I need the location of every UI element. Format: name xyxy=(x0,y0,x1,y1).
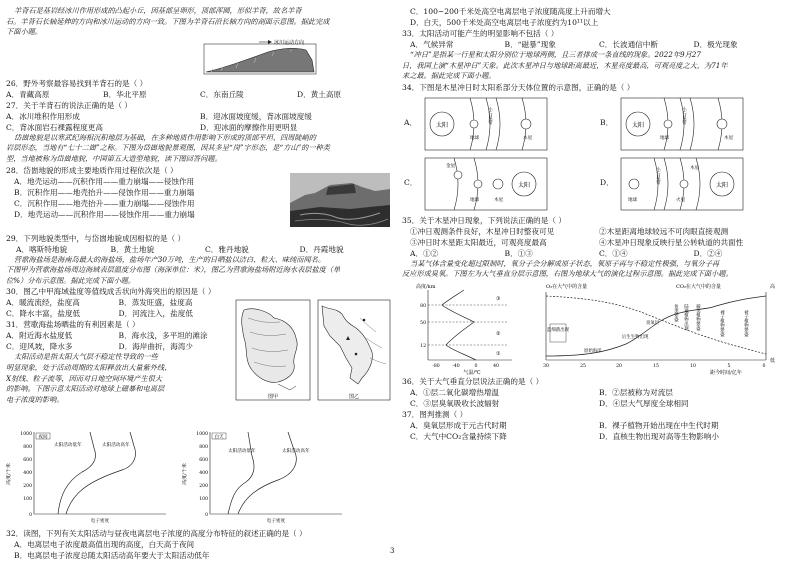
orbit-diagrams xyxy=(402,93,788,215)
option-letter: B． xyxy=(600,117,614,127)
option-d[interactable]: D．白天，500千米处高空电离层电子浓度约为10¹¹以上 xyxy=(410,18,599,27)
time-tick: 20 xyxy=(616,363,622,369)
question-35-statements xyxy=(402,226,788,237)
option-b[interactable]: B．“磁暴”现象 xyxy=(504,40,556,49)
y-tick: 800 xyxy=(199,445,208,451)
option-letter: D． xyxy=(600,177,614,187)
atmosphere-layers-chart xyxy=(402,280,522,376)
evo-label: 后生生物出现 xyxy=(622,334,649,340)
question-28: 28．岱崮地貌的形成主要地质作用过程依次是（ ） xyxy=(6,165,178,175)
height-tick: 80 xyxy=(420,303,426,309)
time-tick: 5 xyxy=(727,363,731,369)
intro-paragraph: X射线、粒子流等，因而对日地空间环境产生很大 xyxy=(6,373,163,383)
evo-label: 蕨类植物繁盛 xyxy=(695,303,701,331)
jupiter-label: 木星 xyxy=(523,135,533,141)
layer-label: ③ xyxy=(496,295,501,302)
option-d[interactable]: D．②④ xyxy=(693,248,723,258)
y-tick: 200 xyxy=(23,484,32,490)
option-c[interactable]: C．背冰面岩石裸露程度更高 xyxy=(6,122,103,132)
o2-axis-title: O₂在大气中的含量 xyxy=(546,283,588,290)
question-35: 35．关于木星冲日现象，下列说法正确的是（ ） xyxy=(402,215,566,225)
intro-paragraph: 当某气体含量变化超过限制时，氧分子会分解成原子状态，氧原子再与不稳定性极强，与氧分子再 xyxy=(410,258,720,268)
intro-paragraph: 反应形成臭氧。下图左为大气垂直分层示意图，右图为地球大气的演化过程示意图。据此完成下面小题。 xyxy=(402,269,733,279)
option-a[interactable]: A．臭氧层形成于元古代时期 xyxy=(410,420,507,430)
question-31: 31．营歌海盐场晒盐的有利因素是（ ） xyxy=(6,320,140,330)
question-26: 26．野外考察最容易找到羊背石的是（ ） xyxy=(6,78,148,88)
option-a[interactable]: A．电离层电子浓度最高值出现的高度，白天高于夜间 xyxy=(14,540,195,550)
temp-tick: 0 xyxy=(474,363,478,369)
option-b[interactable]: B．华北平原 xyxy=(103,89,147,99)
question-27-options xyxy=(6,111,394,122)
asteroid-belt-label: 小行星带 xyxy=(487,106,493,125)
option-a[interactable]: A．附近海水盐度低 xyxy=(6,331,73,341)
intro-paragraph: 明显现象，处于活动周期的太阳释放出大量紫外线、 xyxy=(6,362,172,372)
option-a[interactable]: A．冰川堆积作用形成 xyxy=(6,111,80,121)
co2-axis-title: CO₂在大气中的含量 xyxy=(676,283,721,290)
option-c[interactable]: C．③层臭氧吸收长波辐射 xyxy=(410,398,500,408)
orbit-diagram-d[interactable] xyxy=(598,157,788,211)
earth-label: 地球 xyxy=(470,197,480,203)
option-c[interactable]: C．大气中CO₂含量持续下降 xyxy=(410,431,507,441)
question-26-options xyxy=(6,89,394,100)
ionosphere-graphs xyxy=(6,426,394,528)
mars-label: 火星 xyxy=(676,197,686,203)
question-27-options xyxy=(6,122,394,133)
intro-paragraph: 下面小题。 xyxy=(6,27,42,37)
y-tick: 800 xyxy=(23,445,32,451)
axis-high-label: 高 xyxy=(770,283,776,290)
question-35-options xyxy=(402,248,788,259)
question-30-options xyxy=(6,297,231,308)
question-37-options xyxy=(402,420,788,431)
orbit-diagram-a[interactable] xyxy=(402,97,592,151)
question-37-options xyxy=(402,431,788,442)
option-b[interactable]: B．沉积作用——地壳抬升——侵蚀作用——重力崩塌 xyxy=(14,187,195,197)
y-tick: 100 xyxy=(23,497,32,503)
y-tick: 1000 xyxy=(196,432,208,438)
earth-label: 地球 xyxy=(628,197,638,203)
option-a[interactable]: A．气候异常 xyxy=(410,40,454,49)
question-36-options xyxy=(402,387,788,398)
glacier-direction-label: 冰川运动方向 xyxy=(274,39,305,46)
legend-high: 太阳活动高年 xyxy=(102,443,130,449)
option-a[interactable]: A．①② xyxy=(410,248,439,258)
statement-3: ③冲日时木星距太阳最近，可观亮度最高 xyxy=(410,237,547,247)
option-b[interactable]: B．蒸发旺盛，盐度高 xyxy=(118,298,193,308)
option-d[interactable]: D．直核生物出现对高等生物影响小 xyxy=(599,431,719,441)
time-tick: 0 xyxy=(762,363,766,369)
asteroid-belt-label: 小行星带 xyxy=(681,106,687,125)
y-tick: 400 xyxy=(23,471,32,477)
legend-high: 太阳活动高年 xyxy=(282,449,310,455)
option-b[interactable]: B．电离层电子浓度总随太阳活动高年要大于太阳活动低年 xyxy=(14,551,210,561)
sun-label: 太阳 xyxy=(715,181,729,189)
y-tick: 100 xyxy=(199,497,208,503)
temp-axis-label: 气温/℃ xyxy=(463,369,481,376)
option-c[interactable]: C．迎风坡，降水多 xyxy=(6,342,73,352)
intro-paragraph: 太阳活动是指太阳大气层不稳定性导致的一些 xyxy=(14,352,158,362)
statement-1: ①冲日观测条件良好，木星冲日时整夜可见 xyxy=(410,226,555,236)
sea-temperature-map xyxy=(234,298,312,406)
question-30: 30．图乙中甲海域盐度等值线成舌状向外海突出的原因是（ ） xyxy=(6,287,216,297)
option-d[interactable]: D．极光现象 xyxy=(693,40,738,49)
graph-x-label: 电子密度 xyxy=(90,519,110,525)
option-c[interactable]: C．沉积作用——地壳抬升——重力崩塌——侵蚀作用 xyxy=(14,198,195,208)
intro-paragraph: “冲日”是指某一行星和太阳分别位于地球两侧，且三者排成一条直线的现象。2022年9月27 xyxy=(410,50,701,59)
earth-label: 地球 xyxy=(660,135,670,141)
legend-low: 太阳活动低年 xyxy=(228,449,256,455)
graph-y-label: 高度/千米 xyxy=(182,463,188,486)
height-tick: 12 xyxy=(420,343,426,349)
intro-paragraph: 电子浓度的影响。 xyxy=(6,394,64,404)
option-c[interactable]: C．东南丘陵 xyxy=(200,89,244,99)
left-column xyxy=(6,6,394,561)
intro-paragraph: 石。羊背石长轴延伸的方向和冰川运动的方向一致。下图为羊背石沿长轴方向的剖面示意图。据此完成 xyxy=(6,16,330,26)
option-a[interactable]: A．地壳运动——沉积作用——重力崩塌——侵蚀作用 xyxy=(14,176,195,186)
question-34: 34．下图是木星冲日时太阳系部分天体位置的示意图，正确的是（ ） xyxy=(402,82,635,92)
option-a[interactable]: A．①层二氧化碳增热增温 xyxy=(410,387,500,397)
option-d[interactable]: D．丹霞地貌 xyxy=(299,244,344,254)
height-axis-label: 高度/km xyxy=(416,283,436,290)
evo-label: 陆地植物出现 xyxy=(683,303,689,331)
question-30-options xyxy=(6,308,231,319)
atmosphere-evolution-chart xyxy=(526,280,788,376)
option-d[interactable]: D．海岸曲折，海湾少 xyxy=(118,342,193,352)
option-c[interactable]: C．降水丰富，盐度低 xyxy=(6,309,81,319)
question-31-options xyxy=(6,341,231,352)
option-c[interactable]: C．雅丹地貌 xyxy=(205,244,249,254)
option-a[interactable]: A．青藏高原 xyxy=(6,89,50,99)
question-29: 29．下列地貌类型中，与岱崮地貌成因相似的是（ ） xyxy=(6,233,186,243)
jupiter-label: 木星 xyxy=(690,165,700,171)
statement-4: ④木星冲日现象反映行星公转轨道的共面性 xyxy=(599,237,744,247)
evo-label: 原始海洋 xyxy=(584,348,602,354)
time-axis-label: 距今时间/亿年 xyxy=(710,369,742,376)
venus-label: 金星 xyxy=(446,163,456,169)
option-d[interactable]: D．河流注入，盐度低 xyxy=(118,309,193,319)
intro-paragraph: 羊背石是基岩经冰川作用形成的凸起小丘，因基部呈卵形，顶部浑圆，形似羊背，故名羊背 xyxy=(14,6,302,15)
asteroid-belt-label: 小行星带 xyxy=(655,166,661,185)
layer-label: ② xyxy=(496,330,501,337)
graph-y-label: 高度/千米 xyxy=(6,463,12,486)
option-a[interactable]: A．暖流流经，盐度高 xyxy=(6,298,80,308)
option-a[interactable]: A．喀斯特地貌 xyxy=(16,244,68,254)
day-density-graph xyxy=(182,426,352,526)
option-d[interactable]: D．黄土高原 xyxy=(297,89,342,99)
jupiter-label: 木星 xyxy=(724,135,734,141)
intro-paragraph: 位%）分布示意图。据此完成下面小题。 xyxy=(6,275,136,285)
question-35-statements xyxy=(402,237,788,248)
intro-paragraph: 下图甲为营歌海盐场周边海域表层温度分布图（海深单位：米），图乙为营歌海盐场附近海水表层盐度（单 xyxy=(6,265,341,275)
daigu-landform-photo xyxy=(290,173,390,227)
question-29-options xyxy=(6,244,394,255)
atmosphere-figures xyxy=(402,280,788,376)
intro-paragraph: 岩层形态，当地有“七十二崮”之称。下图为岱崮地貌景观图，因其多呈“岗”字形态，是“方山”的一种类 xyxy=(6,143,330,153)
intro-paragraph: 的影响。下图示意太阳活动对地球上磁暴和电离层 xyxy=(6,384,165,394)
temp-tick: -80 xyxy=(432,363,440,369)
option-letter: A． xyxy=(404,117,418,127)
temp-tick: -40 xyxy=(452,363,460,369)
height-tick: 50 xyxy=(420,320,426,326)
option-c[interactable]: C．①④ xyxy=(599,248,628,258)
evo-label: 鱼类繁盛 xyxy=(673,303,679,322)
option-d[interactable]: D．迎冰面的摩擦作用更明显 xyxy=(200,122,298,132)
y-tick: 400 xyxy=(199,471,208,477)
question-31-block xyxy=(6,308,394,426)
option-b[interactable]: B．黄土地貌 xyxy=(110,244,155,254)
y-tick: 600 xyxy=(23,458,32,464)
question-33: 33．太阳活动可能产生的明显影响不包括（ ） xyxy=(402,29,559,38)
option-b[interactable]: B．①③ xyxy=(504,248,533,258)
intro-paragraph: 来之最。据此完成下面小题。 xyxy=(402,71,496,81)
jupiter-label: 木星 xyxy=(494,197,504,203)
page-number: 3 xyxy=(390,547,395,555)
sun-label: 太阳 xyxy=(435,121,449,129)
sun-label: 太阳 xyxy=(517,181,531,189)
option-b[interactable]: B．②层被称为对流层 xyxy=(599,387,673,397)
intro-paragraph: 岱崮地貌是以寒武纪海相沉积地层为基础，在多种地质作用影响下形成的顶部平坦、四周陡峭的 xyxy=(14,132,316,142)
axis-low-label: 低 xyxy=(770,357,776,364)
question-28-block xyxy=(6,165,394,233)
time-tick: 30 xyxy=(543,363,549,369)
option-d[interactable]: D．地壳运动——沉积作用——侵蚀作用——重力崩塌 xyxy=(14,209,195,219)
option-c[interactable]: C．100~200千米处高空电离层电子浓度随高度上升而增大 xyxy=(410,7,611,16)
option-b[interactable]: B．裸子植物开始出现在中生代时期 xyxy=(599,420,719,430)
option-b[interactable]: B．海水浅，多平坦的滩涂 xyxy=(118,331,208,341)
map-caption-jia: 图甲 xyxy=(267,394,279,401)
sea-salinity-map xyxy=(316,298,392,406)
question-31-options xyxy=(6,330,231,341)
intro-paragraph: 营歌海盐场是海南岛最大的海盐场，盐场年产30万吨，生产的日晒盐以洁白、粒大、味纯而闻名。 xyxy=(14,254,326,264)
roche-moutonnee-figure xyxy=(6,38,394,78)
option-b[interactable]: B．迎冰面坡度缓，背冰面坡度缓 xyxy=(200,111,312,121)
evo-label: 被子植物繁盛 xyxy=(743,309,749,337)
intro-paragraph: 日，我国上演“木星冲日”天象。此次木星冲日与地球距离最近，木星亮度最高，可观亮度之大，为71年 xyxy=(402,60,728,70)
right-column xyxy=(402,6,788,442)
evo-label: 裸子植物繁盛 xyxy=(719,309,725,337)
option-d[interactable]: D．④层大气厚度全球相同 xyxy=(599,398,689,408)
option-letter: C． xyxy=(404,177,418,187)
y-tick: 0 xyxy=(205,513,208,519)
layer-label: ① xyxy=(496,350,501,357)
question-36: 36．关于大气垂直分层说法正确的是（ ） xyxy=(402,376,544,386)
time-tick: 10 xyxy=(690,363,696,369)
time-tick: 15 xyxy=(653,363,659,369)
legend-low: 太阳活动低年 xyxy=(54,443,82,449)
statement-2: ②木星距离地球较远不可肉眼直接观测 xyxy=(599,226,729,236)
orbit-diagram-b[interactable] xyxy=(598,97,788,151)
question-36-options xyxy=(402,398,788,409)
map-caption-yi: 图乙 xyxy=(348,394,360,401)
evo-label: 蓝细菌出现 xyxy=(547,327,569,333)
y-tick: 0 xyxy=(29,513,32,519)
question-32: 32．读图，下列有关太阳活动与昼夜电离层电子浓度的高度分布特征的叙述正确的是（ ） xyxy=(6,529,307,539)
evo-label: 臭氧层 xyxy=(646,320,660,326)
y-tick: 600 xyxy=(199,458,208,464)
question-33-options xyxy=(402,39,788,50)
graph-x-label: 电子密度 xyxy=(266,519,286,525)
question-37: 37．图判推测（ ） xyxy=(402,409,468,419)
time-tick: 25 xyxy=(580,363,586,369)
intro-paragraph: 型，当地被称为岱崮地貌，中国第五大造型地貌，读下图回答问题。 xyxy=(6,153,222,163)
option-c[interactable]: C．长波通信中断 xyxy=(599,40,658,49)
graph-title-day: 白天 xyxy=(214,435,224,441)
earth-label: 地球 xyxy=(470,135,480,141)
orbit-diagram-c[interactable] xyxy=(402,157,592,211)
night-density-graph xyxy=(6,426,176,526)
question-27: 27．关于羊背石的说法正确的是（ ） xyxy=(6,100,132,110)
y-tick: 1000 xyxy=(20,432,32,438)
sun-label: 太阳 xyxy=(631,121,645,129)
graph-title-night: 夜间 xyxy=(38,435,48,441)
y-tick: 200 xyxy=(199,484,208,490)
temp-tick: 40 xyxy=(493,363,499,369)
